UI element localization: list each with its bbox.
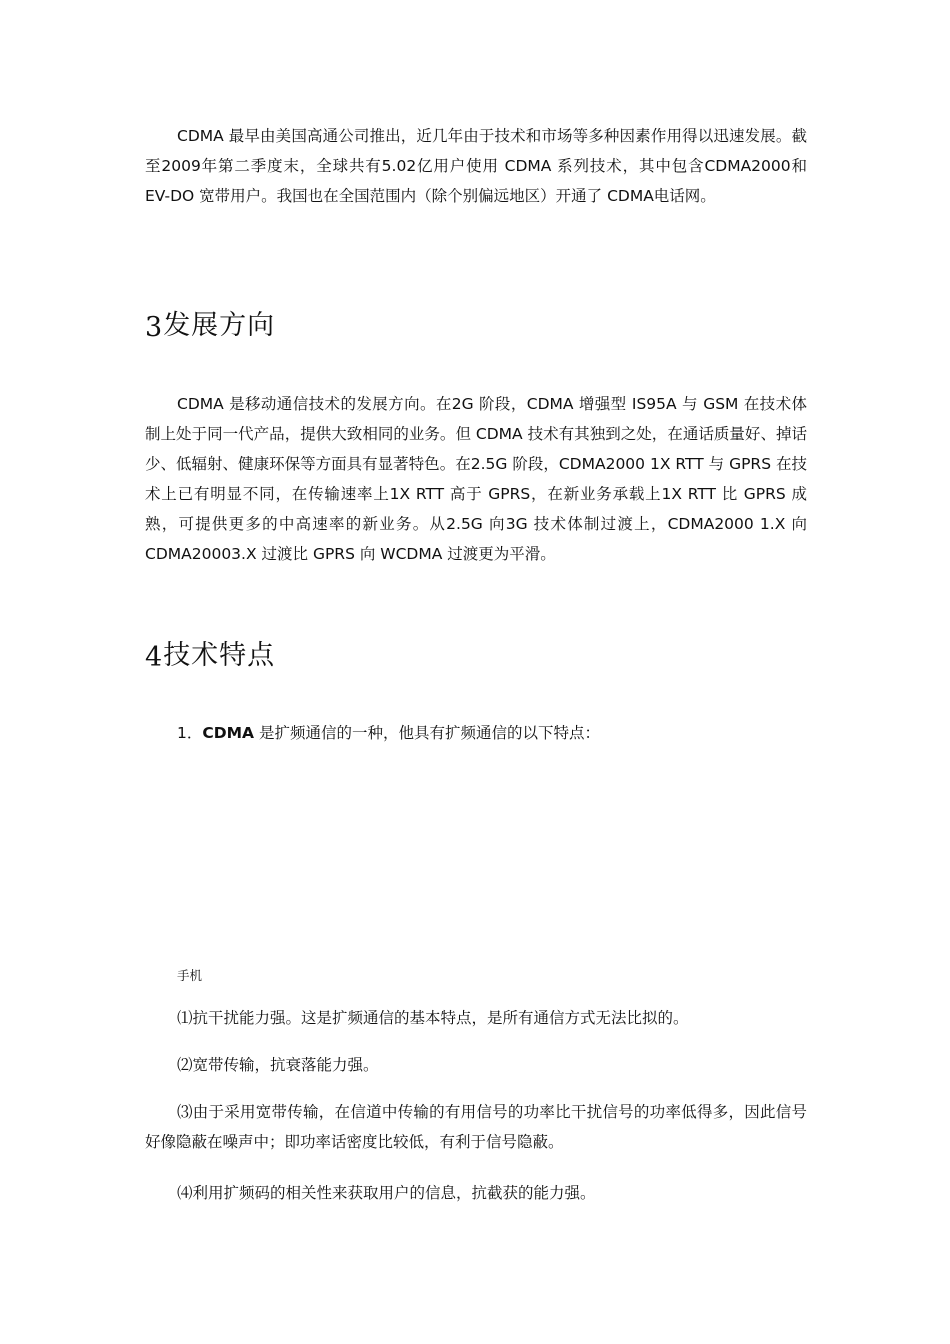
heading-title: 发展方向	[163, 310, 276, 341]
list-lead-rest: 是扩频通信的一种，他具有扩频通信的以下特点：	[254, 724, 600, 742]
heading-number: 4	[145, 642, 164, 673]
figure-label: 手机	[177, 968, 203, 983]
list-lead-bold: CDMA	[202, 724, 255, 742]
feature-item-4: ⑷利用扩频码的相关性来获取用户的信息，抗截获的能力强。	[177, 1184, 596, 1202]
feature-item-3: ⑶由于采用宽带传输，在信道中传输的有用信号的功率比干扰信号的功率低得多，因此信号好像隐蔽在噪声中；即功率话密度比较低，有利于信号隐蔽。	[145, 1103, 807, 1151]
intro-paragraph: CDMA 最早由美国高通公司推出，近几年由于技术和市场等多种因素作用得以迅速发展。截至2009年第二季度末，全球共有5.02亿用户使用 CDMA 系列技术，其中包含CDMA2000和 EV-DO 宽带用户。我国也在全国范围内（除个别偏远地区）开通了 CDMA电话网。	[145, 127, 807, 205]
section-heading-4	[145, 633, 275, 672]
heading-number: 3	[145, 312, 164, 343]
feature-item-1: ⑴抗干扰能力强。这是扩频通信的基本特点，是所有通信方式无法比拟的。	[177, 1009, 689, 1027]
direction-paragraph: CDMA 是移动通信技术的发展方向。在2G 阶段，CDMA 增强型 IS95A 与 GSM 在技术体制上处于同一代产品，提供大致相同的业务。但 CDMA 技术有其独到之处，在通话质量好、掉话少、低辐射、健康环保等方面具有显著特色。在2.5G 阶段，CDMA2000 1X RTT 与 GPRS 在技术上已有明显不同，在传输速率上1X RTT 高于 GPRS，在新业务承载上1X RTT 比 GPRS 成熟，可提供更多的中高速率的新业务。从2.5G 向3G 技术体制过渡上，CDMA2000 1.X 向 CDMA20003.X 过渡比 GPRS 向 WCDMA 过渡更为平滑。	[145, 395, 807, 563]
list-lead-prefix: 1．	[177, 724, 203, 742]
heading-title: 技术特点	[163, 640, 276, 671]
list-lead	[177, 720, 600, 746]
section-heading-3	[145, 303, 275, 342]
feature-item-2: ⑵宽带传输，抗衰落能力强。	[177, 1056, 379, 1074]
